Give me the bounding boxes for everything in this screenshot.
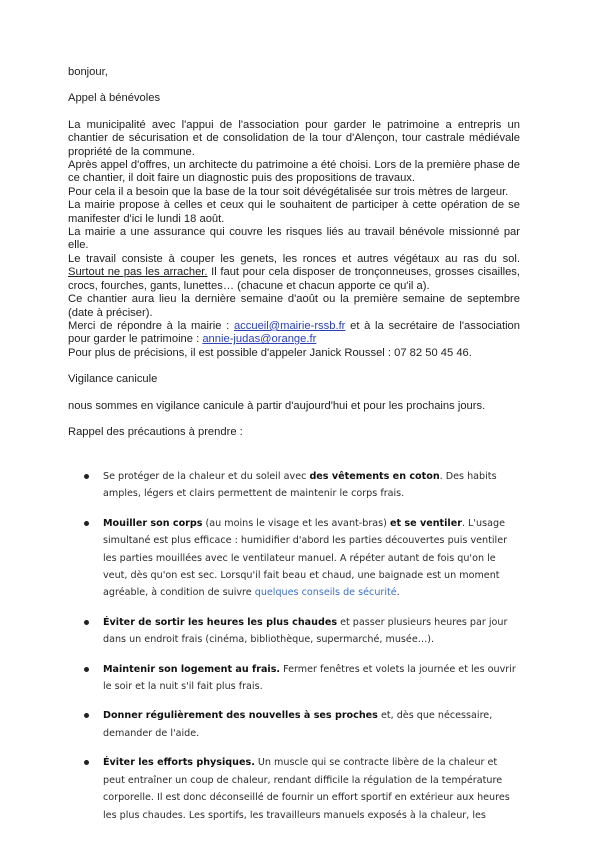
heat-title: Vigilance canicule (68, 373, 158, 386)
precautions-list (72, 468, 522, 836)
list-item: Se protéger de la chaleur et du soleil avec des vêtements en coton. Des habits amples, légers et clairs permettent de maintenir le corps frais. (72, 468, 522, 503)
bullet-dot (84, 521, 89, 526)
appeal-paragraph-3: Pour cela il a besoin que la base de la tour soit dévégétalisée sur trois mètres de largeur. (68, 185, 509, 198)
appeal-paragraph-8: Merci de répondre à la mairie : accueil@mairie-rssb.fr et à la secrétaire de l'association pour garder le patrimoine : annie-judas@orange.fr (68, 319, 520, 346)
appeal-paragraph-2: Après appel d'offres, un architecte du patrimoine a été choisi. Lors de la première phase de ce chantier, il doit faire un diagnostic puis des propositions de travaux. (68, 159, 520, 185)
list-item: Éviter de sortir les heures les plus chaudes et passer plusieurs heures par jour dans un endroit frais (cinéma, bibliothèque, supermarché, musée…). (72, 614, 522, 649)
appeal-paragraph-5: La mairie a une assurance qui couvre les risques liés au travail bénévole missionné par elle. (68, 226, 520, 252)
heat-recall: Rappel des précautions à prendre : (68, 425, 243, 438)
bullet-dot (84, 620, 89, 625)
bullet-dot (84, 667, 89, 672)
greeting: bonjour, (68, 66, 108, 78)
letter-body (68, 66, 520, 439)
list-item: Maintenir son logement au frais. Fermer fenêtres et volets la journée et les ouvrir le soir et la nuit s'il fait plus frais. (72, 661, 522, 696)
list-item: Donner régulièrement des nouvelles à ses proches et, dès que nécessaire, demander de l'aide. (72, 707, 522, 742)
appeal-paragraph-4: La mairie propose à celles et ceux qui le souhaitent de participer à cette opération de se manifester d'ici le lundi 18 août. (68, 199, 520, 225)
bullet-dot (84, 713, 89, 718)
bullet-dot (84, 760, 89, 765)
warning-underlined: Surtout ne pas les arracher. (68, 266, 208, 279)
appeal-title: Appel à bénévoles (68, 92, 161, 105)
association-email-link[interactable]: annie-judas@orange.fr (202, 333, 317, 346)
list-item: Mouiller son corps (au moins le visage et les avant-bras) et se ventiler. L'usage simultané est plus efficace : humidifier d'abord les parties découvertes puis ventiler les parties mouillées avec le ventilateur manuel. A répéter autant de fois qu'on le veut, dès qu'on est sec. Lorsqu'il fait beau et chaud, une baignade est un moment agréable, à condition de suivre quelques conseils de sécurité. (72, 515, 522, 602)
heat-intro: nous sommes en vigilance canicule à partir d'aujourd'hui et pour les prochains jours. (68, 399, 486, 412)
list-item: Éviter les efforts physiques. Un muscle qui se contracte libère de la chaleur et peut entraîner un coup de chaleur, rendant difficile la régulation de la température corporelle. Il est donc déconseillé de fournir un effort sportif en extérieur aux heures les plus chaudes. Les sportifs, les travailleurs manuels exposés à la chaleur, les (72, 754, 522, 824)
mairie-email-link[interactable]: accueil@mairie-rssb.fr (233, 319, 346, 332)
appeal-paragraph-7: Ce chantier aura lieu la dernière semaine d'août ou la première semaine de septembre (date à préciser). (68, 293, 520, 319)
appeal-paragraph-6: Le travail consiste à couper les genets, les ronces et autres végétaux au ras du sol. Surtout ne pas les arracher. Il faut pour cela disposer de tronçonneuses, grosses cisailles, crocs, fourches, gants, lunettes… (chacune et chacun apporte ce qu'il a). (68, 252, 520, 292)
appeal-paragraph-1: La municipalité avec l'appui de l'association pour garder le patrimoine a entrepris un chantier de sécurisation et de consolidation de la tour d'Alençon, tour castrale médiévale propriété de la commune. (68, 118, 520, 158)
safety-tips-link[interactable]: quelques conseils de sécurité (254, 587, 397, 599)
bullet-dot (84, 474, 89, 479)
appeal-paragraph-9: Pour plus de précisions, il est possible d'appeler Janick Roussel : 07 82 50 45 46. (68, 346, 472, 359)
